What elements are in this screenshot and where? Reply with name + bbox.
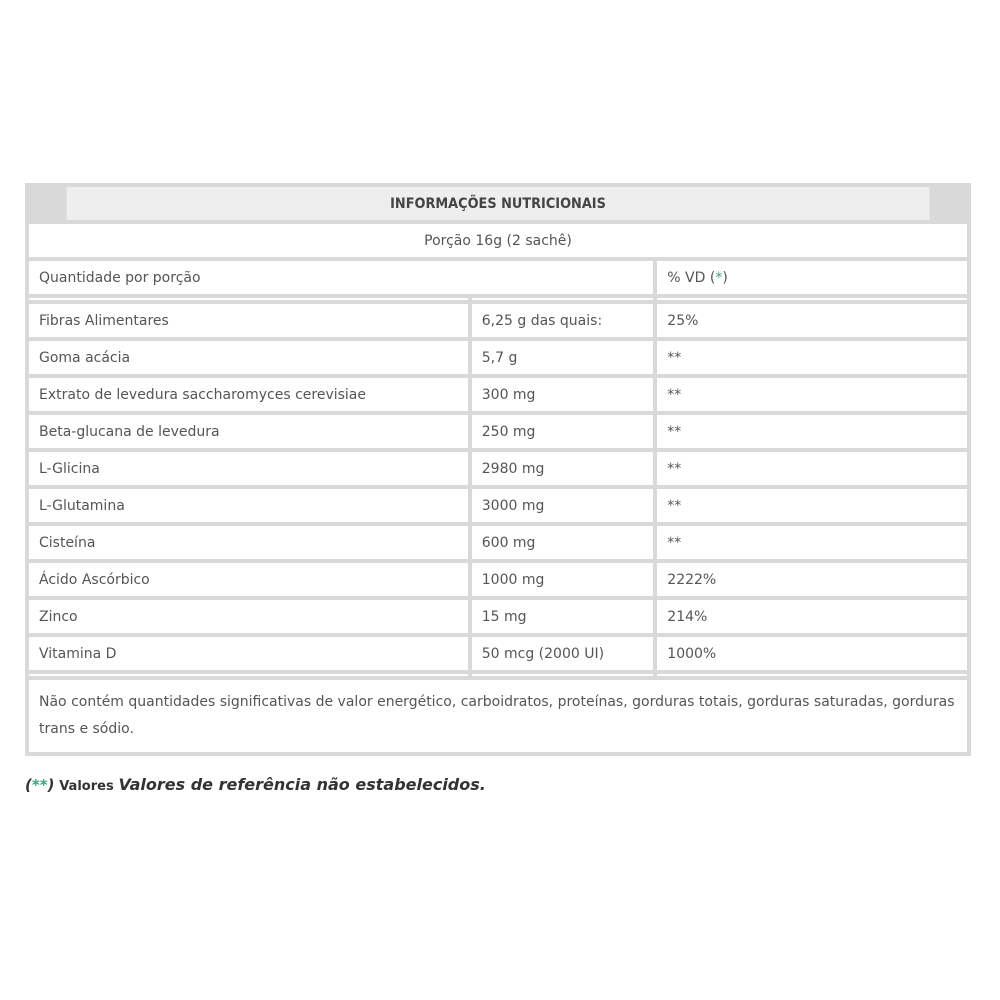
nutrient-vd: ** xyxy=(657,452,967,485)
nutrient-name: Extrato de levedura saccharomyces cerevisiae xyxy=(29,378,468,411)
nutrient-amount: 3000 mg xyxy=(472,489,654,522)
nutrient-name: Beta-glucana de levedura xyxy=(29,415,468,448)
nutrient-amount: 50 mcg (2000 UI) xyxy=(472,637,654,670)
footnote-row xyxy=(29,680,967,752)
table-row xyxy=(29,600,967,633)
table-row xyxy=(29,415,967,448)
nutrient-vd: 1000% xyxy=(657,637,967,670)
nutrient-amount: 15 mg xyxy=(472,600,654,633)
ref-close-paren: ) xyxy=(47,776,55,794)
spacer-row xyxy=(29,674,967,676)
nutrient-vd: 214% xyxy=(657,600,967,633)
nutrient-vd: ** xyxy=(657,489,967,522)
ref-open-paren: ( xyxy=(25,776,32,794)
footnote-cell: Não contém quantidades significativas de valor energético, carboidratos, proteínas, gorduras totais, gorduras saturadas, gorduras trans e sódio. xyxy=(29,680,967,752)
spacer-row xyxy=(29,298,967,300)
nutrient-amount: 300 mg xyxy=(472,378,654,411)
table-row xyxy=(29,452,967,485)
table-row xyxy=(29,637,967,670)
nutrient-amount: 2980 mg xyxy=(472,452,654,485)
table-row xyxy=(29,526,967,559)
table-row xyxy=(29,563,967,596)
vd-header-suffix: ) xyxy=(722,269,728,286)
nutrient-vd: ** xyxy=(657,415,967,448)
vd-header xyxy=(657,261,967,294)
nutrient-vd: 25% xyxy=(657,304,967,337)
table-row xyxy=(29,489,967,522)
nutrient-name: Goma acácia xyxy=(29,341,468,374)
nutrient-vd: ** xyxy=(657,341,967,374)
ref-stars: ** xyxy=(31,776,48,794)
spacer-cell xyxy=(472,674,654,676)
nutrient-name: Zinco xyxy=(29,600,468,633)
nutrient-amount: 1000 mg xyxy=(472,563,654,596)
title-row xyxy=(29,187,967,220)
nutrient-amount: 6,25 g das quais: xyxy=(472,304,654,337)
table-row xyxy=(29,304,967,337)
ref-label: Valores xyxy=(59,779,114,794)
nutrient-name: Cisteína xyxy=(29,526,468,559)
table-row xyxy=(29,341,967,374)
table-row xyxy=(29,378,967,411)
vd-header-prefix: % VD ( xyxy=(667,269,716,286)
reference-note xyxy=(25,775,486,794)
table-title: INFORMAÇÕES NUTRICIONAIS xyxy=(67,187,930,220)
portion-row xyxy=(29,224,967,257)
nutrient-name: Ácido Ascórbico xyxy=(29,563,468,596)
quantity-header: Quantidade por porção xyxy=(29,261,653,294)
spacer-cell xyxy=(29,298,468,300)
nutrient-vd: ** xyxy=(657,526,967,559)
spacer-cell xyxy=(29,674,468,676)
spacer-cell xyxy=(472,298,654,300)
portion-cell: Porção 16g (2 sachê) xyxy=(29,224,967,257)
nutrient-name: L-Glutamina xyxy=(29,489,468,522)
nutrient-amount: 5,7 g xyxy=(472,341,654,374)
ref-text: Valores de referência não estabelecidos. xyxy=(118,775,486,794)
nutrition-table xyxy=(25,183,971,756)
nutrient-vd: ** xyxy=(657,378,967,411)
nutrient-name: Fibras Alimentares xyxy=(29,304,468,337)
vd-header-star: * xyxy=(715,269,723,286)
spacer-cell xyxy=(657,298,967,300)
nutrient-vd: 2222% xyxy=(657,563,967,596)
nutrient-name: L-Glicina xyxy=(29,452,468,485)
nutrient-amount: 600 mg xyxy=(472,526,654,559)
nutrient-amount: 250 mg xyxy=(472,415,654,448)
header-row xyxy=(29,261,967,294)
spacer-cell xyxy=(657,674,967,676)
nutrient-name: Vitamina D xyxy=(29,637,468,670)
